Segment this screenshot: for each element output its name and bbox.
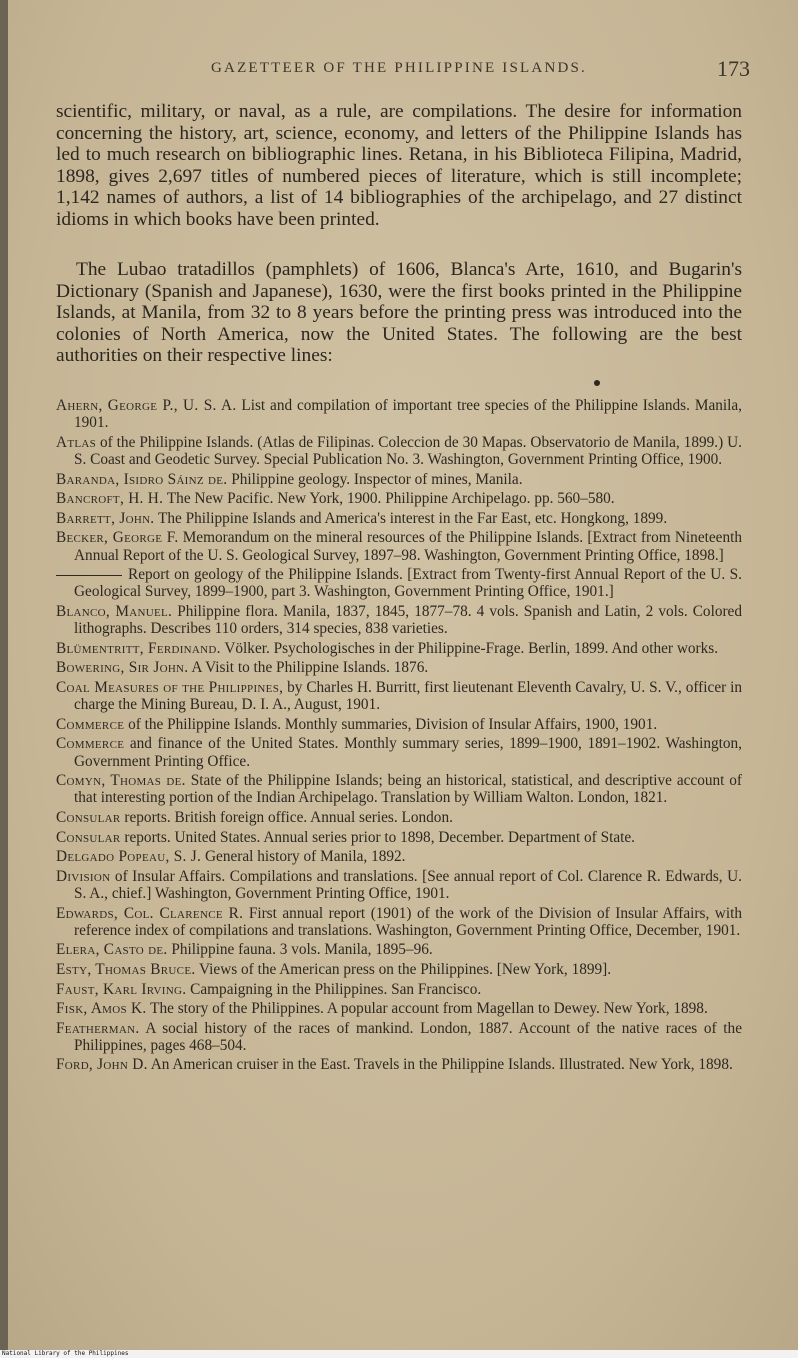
entry-author: Blümentritt, Ferdinand. [56, 639, 221, 657]
entry-author: Becker, George F. [56, 529, 179, 547]
entry-text: The Philippine Islands and America's interest in the Far East, etc. Hongkong, 1899. [158, 509, 668, 527]
bibliography-entry [56, 868, 742, 902]
page-header [48, 56, 750, 86]
entry-text: The New Pacific. New York, 1900. Philippine Archipelago. pp. 560–580. [166, 490, 615, 508]
entry-text: A social history of the races of mankind. London, 1887. Account of the native races of the Philippines, pages 468–504. [74, 1019, 742, 1054]
bibliography-entry [56, 1056, 742, 1073]
entry-text: Memorandum on the mineral resources of the Philippine Islands. [Extract from Nineteenth Annual Report of the U. S. Geological Survey, 1897–98. Washington, Government Printing Office, 1898.] [74, 529, 742, 564]
bibliography-entry [56, 640, 742, 657]
entry-text: First annual report (1901) of the work of the Division of Insular Affairs, with reference index of compilations and translations. Washington, Government Printing Office, December, 1901. [74, 904, 742, 939]
entry-author: Bancroft, H. H. [56, 490, 164, 508]
entry-text: reports. British foreign office. Annual series. London. [124, 808, 453, 826]
bibliography-entry [56, 981, 742, 998]
entry-author: Barrett, John. [56, 509, 155, 527]
entry-author: Baranda, Isidro Sáinz de. [56, 470, 228, 488]
entry-text: Philippine fauna. 3 vols. Manila, 1895–96. [171, 941, 433, 959]
bibliography-entry [56, 471, 742, 488]
library-credit: National Library of the Philippines [2, 1350, 129, 1357]
entry-text: of Insular Affairs. Compilations and translations. [See annual report of Col. Clarence R. Edwards, U. S. A., chief.] Washington, Government Printing Office, 1901. [74, 867, 743, 902]
bibliography-entry [56, 1000, 742, 1017]
bibliography-entry [56, 961, 742, 978]
entry-text: of the Philippine Islands. (Atlas de Filipinas. Coleccion de 30 Mapas. Observatorio de Manila, 1899.) U. S. Coast and Geodetic Survey. Special Publication No. 3. Washington, Government Printing Office, 1900. [74, 433, 743, 468]
entry-text: An American cruiser in the East. Travels in the Philippine Islands. Illustrated. New York, 1898. [150, 1056, 733, 1074]
bibliography-entry [56, 603, 742, 637]
entry-author: Ahern, George P., U. S. A. [56, 397, 237, 414]
entry-author: Ford, John D. [56, 1056, 148, 1074]
bibliography-entry [56, 809, 742, 826]
entry-text: A Visit to the Philippine Islands. 1876. [191, 659, 429, 677]
entry-author: Consular [56, 828, 121, 846]
entry-text: General history of Manila, 1892. [204, 848, 406, 866]
running-head: GAZETTEER OF THE PHILIPPINE ISLANDS. [211, 60, 587, 76]
entry-author: Consular [56, 808, 121, 826]
entry-author: Division [56, 867, 111, 885]
body-paragraph: The Lubao tratadillos (pamphlets) of 1606, Blanca's Arte, 1610, and Bugarin's Dictionary (Spanish and Japanese), 1630, were the first books printed in the Philippine Islands, at Manila, from 32 to 8 years before the printing press was introduced into the colonies of North America, now the United States. The following are the best authorities on their respective lines: [56, 259, 742, 367]
entry-author: Commerce [56, 735, 125, 753]
bibliography-entry [56, 397, 742, 431]
page-number: 173 [717, 56, 750, 81]
bibliography-entry [56, 434, 742, 468]
entry-text: Völker. Psychologisches in der Philippine-Frage. Berlin, 1899. And other works. [224, 639, 719, 657]
bibliography-entry [56, 941, 742, 958]
bibliography-entry [56, 735, 742, 769]
bibliography-entry [56, 829, 742, 846]
book-page [8, 0, 798, 1350]
entry-author: Coal Measures of the Philippines, [56, 678, 284, 696]
scan-footer [0, 1350, 798, 1358]
entry-author: Fisk, Amos K. [56, 1000, 147, 1018]
bibliography-entry [56, 529, 742, 563]
entry-text: Philippine geology. Inspector of mines, Manila. [231, 470, 523, 488]
entry-text: Views of the American press on the Philippines. [New York, 1899]. [199, 960, 612, 978]
entry-author: Commerce [56, 715, 125, 733]
bibliography-list [56, 397, 742, 1076]
entry-author: Bowering, Sir John. [56, 659, 189, 677]
entry-author: Esty, Thomas Bruce. [56, 960, 196, 978]
entry-text: Philippine flora. Manila, 1837, 1845, 1877–78. 4 vols. Spanish and Latin, 2 vols. Colored lithographs. Describes 110 orders, 314 species, 838 varieties. [74, 602, 742, 638]
bibliography-entry [56, 905, 742, 939]
bibliography-entry [56, 848, 742, 865]
bibliography-entry [56, 772, 742, 806]
entry-text: List and compilation of important tree species of the Philippine Islands. Manila, 1901. [74, 397, 742, 432]
entry-text: of the Philippine Islands. Monthly summaries, Division of Insular Affairs, 1900, 1901. [128, 715, 658, 733]
body-paragraph: scientific, military, or naval, as a rule, are compilations. The desire for information concerning the history, art, science, economy, and letters of the Philippine Islands has led to much research on bibliographic lines. Retana, in his Biblioteca Filipina, Madrid, 1898, gives 2,697 titles of numbered pieces of literature, which is still incomplete; 1,142 names of authors, a list of 14 bibliographies of the archipelago, and 27 distinct idioms in which books have been printed. [56, 101, 742, 230]
entry-author: Elera, Casto de. [56, 941, 168, 959]
entry-text: The story of the Philippines. A popular account from Magellan to Dewey. New York, 1898. [150, 1000, 708, 1018]
entry-text: Campaigning in the Philippines. San Francisco. [190, 980, 482, 998]
bibliography-entry [56, 510, 742, 527]
entry-author: Comyn, Thomas de. [56, 772, 186, 790]
bibliography-entry [56, 566, 742, 600]
entry-text: by Charles H. Burritt, first lieutenant Eleventh Cavalry, U. S. V., officer in charge the Mining Bureau, D. I. A., August, 1901. [74, 678, 742, 714]
entry-author: Atlas [56, 433, 97, 451]
entry-author: Edwards, Col. Clarence R. [56, 904, 244, 922]
entry-text: and finance of the United States. Monthly summary series, 1899–1900, 1891–1902. Washington, Government Printing Office. [74, 735, 743, 770]
entry-author: Delgado Popeau, S. J. [56, 848, 202, 866]
entry-text: Report on geology of the Philippine Islands. [Extract from Twenty-first Annual Report of the U. S. Geological Survey, 1899–1900, part 3. Washington, Government Printing Office, 1901.] [74, 566, 742, 601]
entry-text: State of the Philippine Islands; being an historical, statistical, and descriptive account of that interesting portion of the Indian Archipelago. Translation by William Walton. London, 1821. [74, 772, 743, 807]
bibliography-entry [56, 659, 742, 676]
entry-author: Faust, Karl Irving. [56, 980, 187, 998]
ink-dot [594, 380, 600, 386]
entry-text: reports. United States. Annual series prior to 1898, December. Department of State. [124, 828, 636, 846]
bibliography-entry [56, 490, 742, 507]
bibliography-entry [56, 1020, 742, 1054]
ditto-dash [56, 575, 122, 576]
entry-author: Featherman. [56, 1019, 140, 1037]
bibliography-entry [56, 716, 742, 733]
entry-author: Blanco, Manuel. [56, 602, 173, 620]
bibliography-entry [56, 679, 742, 713]
